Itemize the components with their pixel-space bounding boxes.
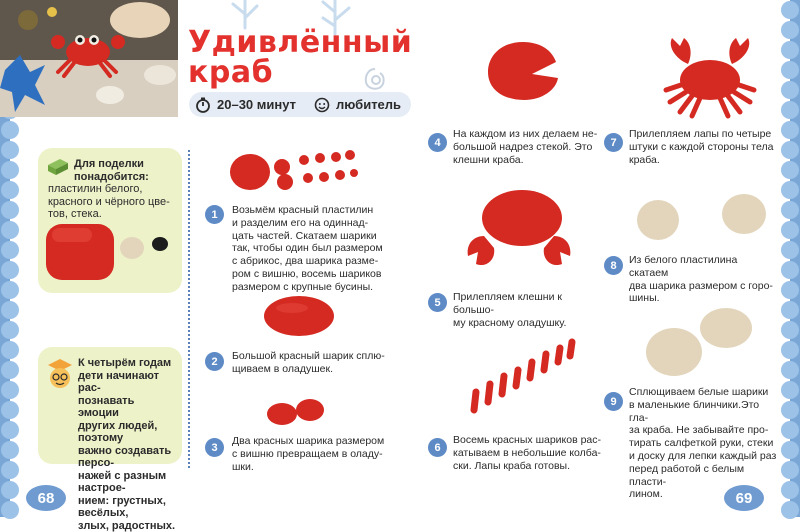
right-wave-border [778, 0, 800, 517]
dotted-divider [188, 150, 190, 468]
step-2-image [262, 294, 336, 338]
clay-block-icon [46, 157, 70, 177]
step-5-number: 5 [428, 293, 447, 312]
step-9-image [644, 306, 754, 378]
step-6-image [466, 338, 576, 418]
step-8-number: 8 [604, 256, 623, 275]
time-label: 20–30 минут [217, 97, 296, 112]
step-2-number: 2 [205, 352, 224, 371]
step-7-number: 7 [604, 133, 623, 152]
smiley-face-icon [314, 97, 330, 113]
title-line-2: краб [188, 55, 274, 90]
materials-heading: Для поделки понадобится: [74, 158, 149, 183]
step-7-text: Прилепляем лапы по четыре штуки с каждой стороны тела краба. [629, 128, 774, 166]
shell-icon [362, 66, 388, 92]
step-9-number: 9 [604, 392, 623, 411]
step-7-image [660, 36, 760, 120]
level-label: любитель [335, 97, 402, 112]
graduate-face-icon [46, 357, 74, 391]
title-line-1: Удивлённый [188, 25, 413, 60]
step-4-text: На каждом из них делаем не- большой надрез стекой. Это клешни краба. [453, 128, 598, 166]
tip-text: К четырём годам дети начинают рас- познавать эмоции других людей, поэтому важно создавать персо- нажей с разным настрое- нием: грустных, весёлых, злых, радостных. [78, 357, 176, 532]
step-8-image [632, 190, 772, 246]
step-8-text: Из белого пластилина скатаем два шарика размером с горо- шины. [629, 254, 773, 305]
finished-crab-photo [0, 0, 178, 117]
stopwatch-icon [195, 97, 211, 113]
step-2-text: Большой красный шарик сплю- щиваем в оладушек. [232, 350, 385, 375]
step-1-number: 1 [205, 205, 224, 224]
step-6-text: Восемь красных шариков рас- катываем в небольшие колба- ски. Лапы краба готовы. [453, 434, 602, 472]
step-4-number: 4 [428, 133, 447, 152]
page-number-left: 68 [26, 485, 66, 511]
meta-badge [189, 92, 411, 117]
step-3-number: 3 [205, 438, 224, 457]
step-4-image [486, 40, 560, 102]
materials-clay-image [44, 220, 180, 286]
materials-box [38, 148, 182, 293]
step-3-image [264, 392, 328, 428]
step-5-text: Прилепляем клешни к большо- му красному оладушку. [453, 291, 567, 329]
step-6-number: 6 [428, 438, 447, 457]
step-1-text: Возьмём красный пластилин и разделим его на одиннад- цать частей. Скатаем шарики так, чтобы один был размером с абрикос, два шарика разме- ром с вишню, восемь шариков размером с крупные бусины. [232, 204, 383, 293]
step-9-text: Сплющиваем белые шарики в маленькие блинчики.Это гла- за краба. Не забывайте про- тирать салфеткой руки, стеки и доску для лепки каждый раз перед работой с белым пласти- лином. [629, 386, 777, 501]
step-1-image [228, 146, 358, 194]
step-5-image [462, 186, 574, 272]
page-number-right: 69 [724, 485, 764, 511]
materials-text: пластилин белого, красного и чёрного цве- тов, стека. [48, 183, 170, 220]
step-3-text: Два красных шарика размером с вишню превращаем в оладу- шки. [232, 435, 385, 473]
